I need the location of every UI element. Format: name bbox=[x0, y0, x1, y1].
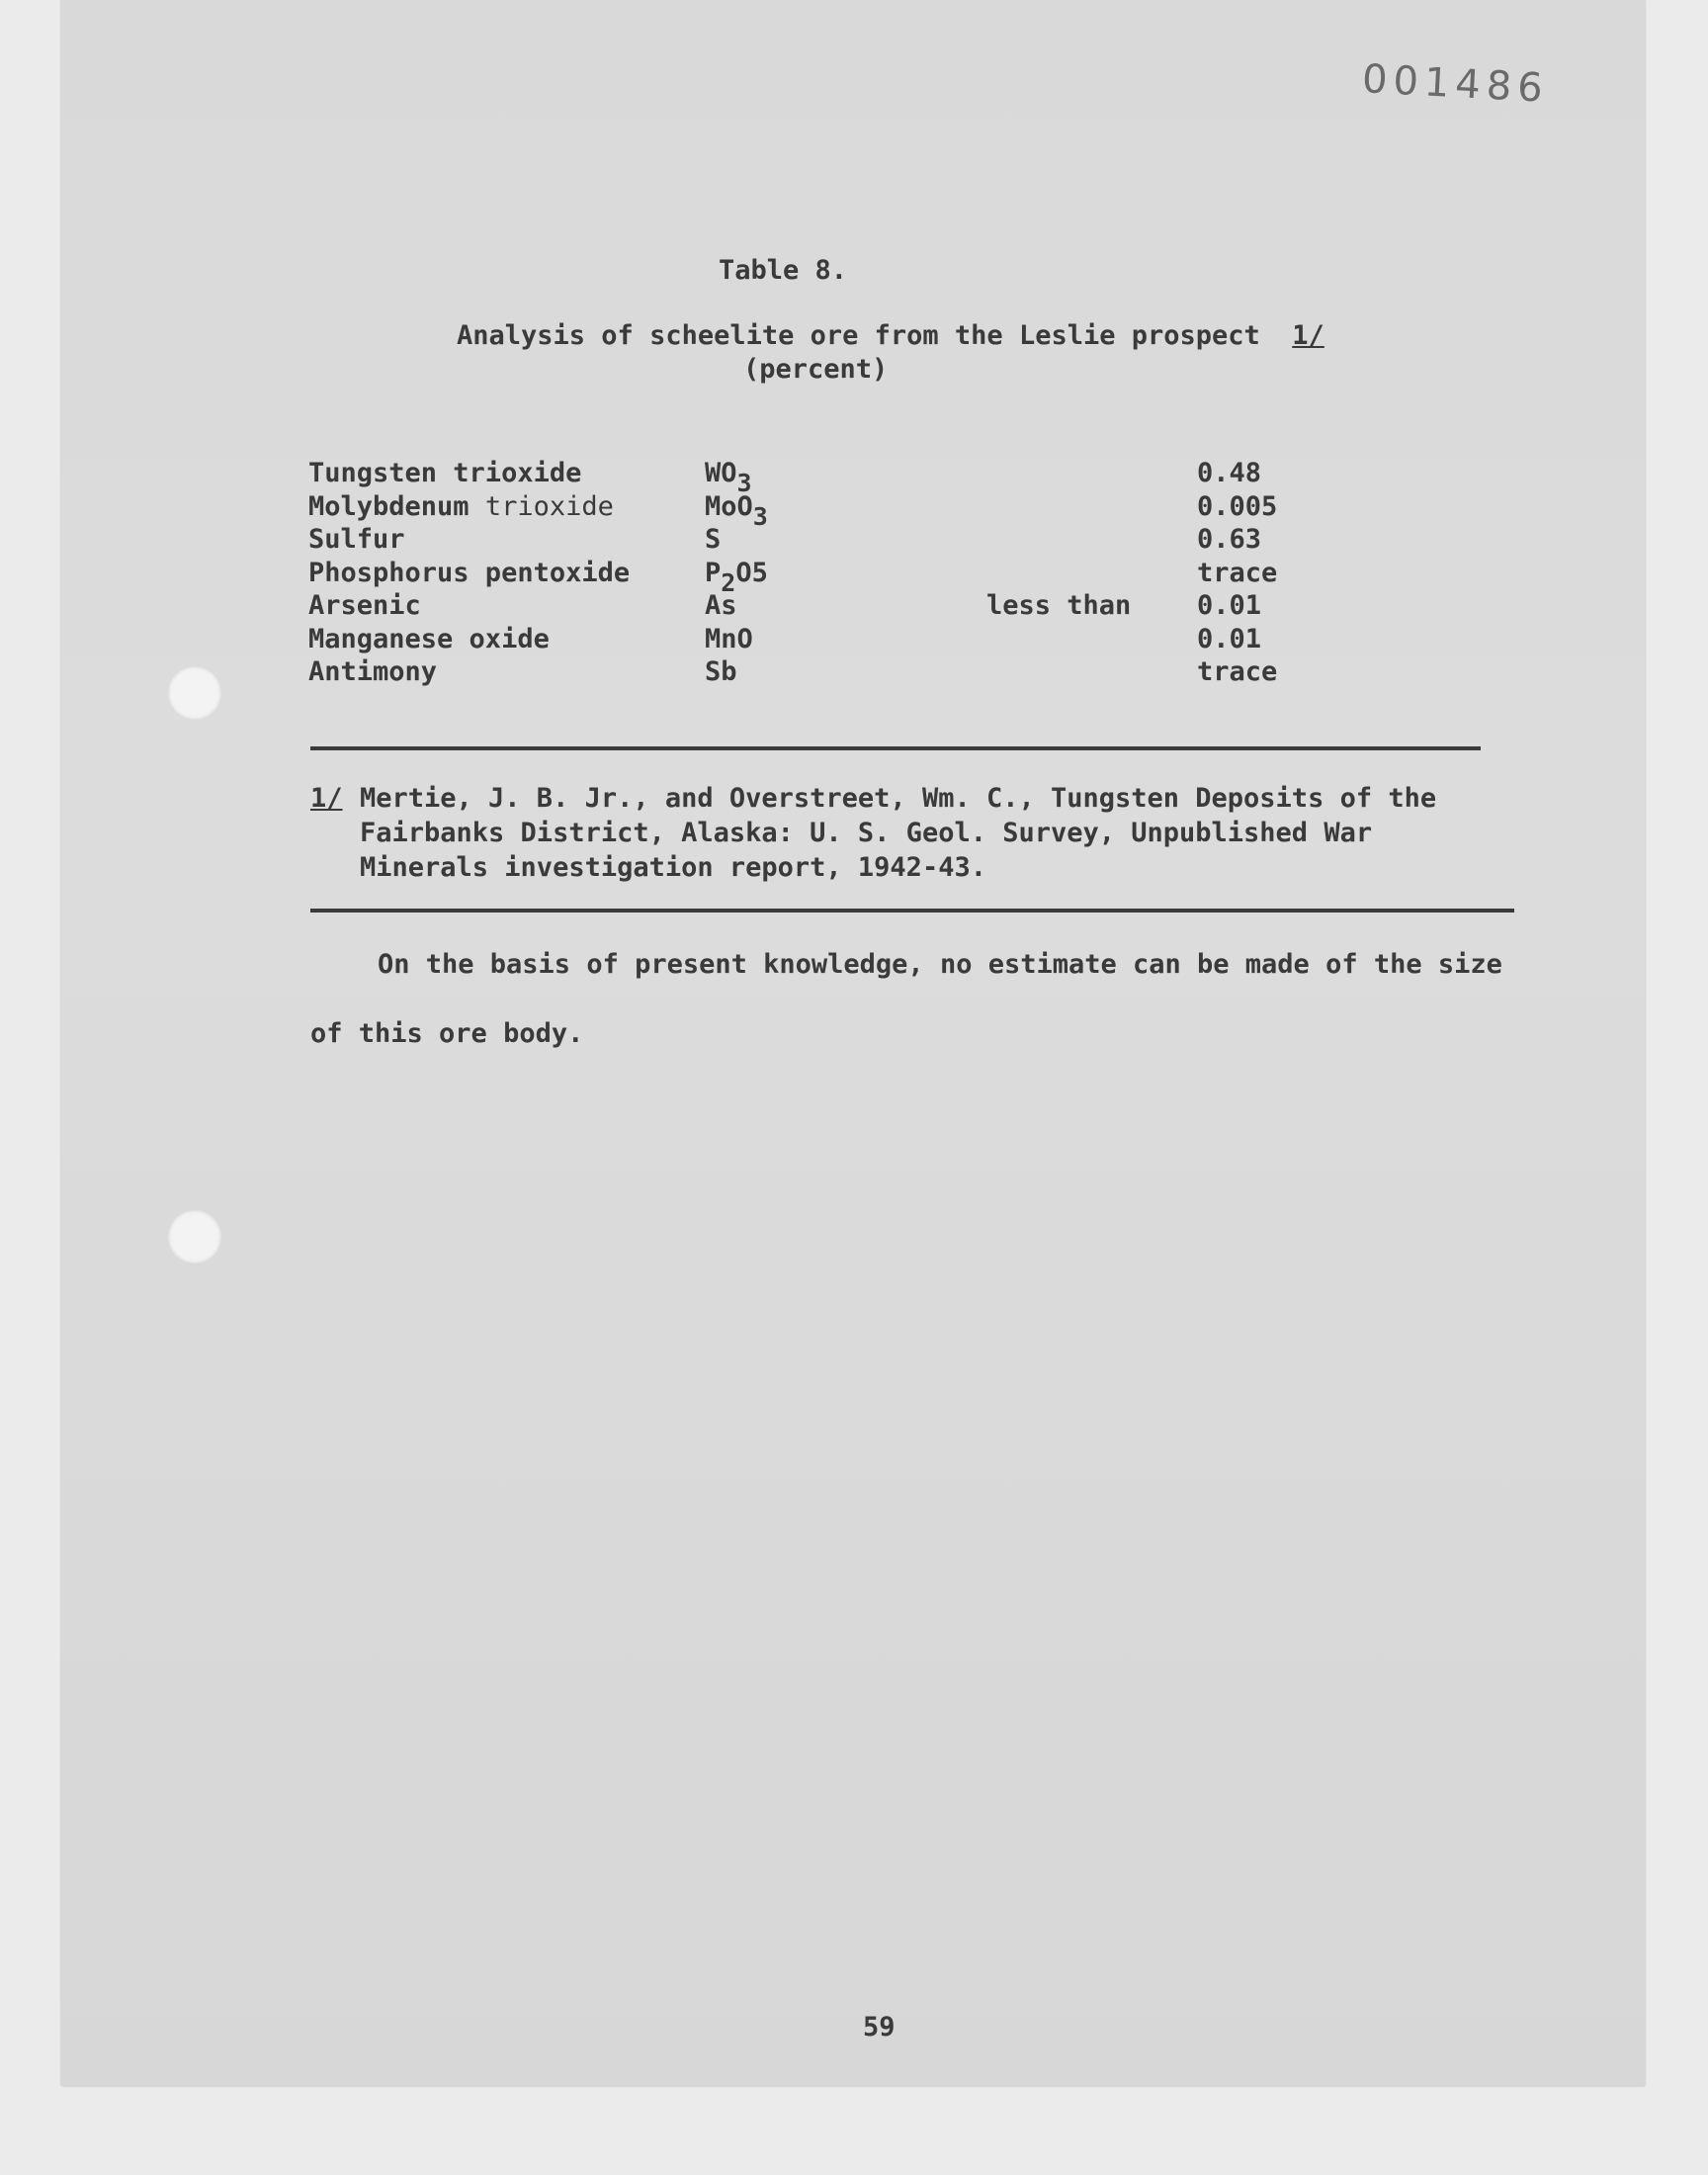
punch-hole bbox=[168, 1210, 221, 1263]
table-divider bbox=[310, 746, 1481, 750]
component-name: Phosphorus pentoxide bbox=[308, 558, 631, 588]
component-name: Tungsten trioxide bbox=[308, 458, 582, 488]
component-formula: Sb bbox=[705, 656, 737, 687]
component-value: 0.01 bbox=[1197, 624, 1262, 654]
table-title-footnote-marker: 1/ bbox=[1292, 320, 1324, 351]
component-formula: $WO_3$ bbox=[705, 458, 752, 497]
table-unit: (percent) bbox=[743, 354, 889, 385]
component-formula: As bbox=[705, 590, 737, 621]
component-formula: S bbox=[705, 524, 722, 555]
punch-hole bbox=[168, 666, 221, 720]
footnote-line: Mertie, J. B. Jr., and Overstreet, Wm. C., Tungsten Deposits of the bbox=[360, 783, 1437, 814]
table-title-text: Analysis of scheelite ore from the Leslie prospect bbox=[457, 320, 1260, 351]
footnote-marker: 1/ bbox=[310, 783, 343, 814]
component-value: trace bbox=[1197, 558, 1278, 588]
component-formula: MoO$_3$ bbox=[705, 491, 768, 531]
component-name: Molybdenum trioxide bbox=[308, 491, 614, 522]
component-value: 0.63 bbox=[1197, 524, 1262, 555]
footnote-text bbox=[360, 781, 1436, 885]
document-page bbox=[61, 0, 1645, 2086]
value-qualifier: less than bbox=[986, 590, 1132, 621]
table-row bbox=[308, 458, 1297, 497]
archive-number-stamp: 001486 bbox=[1360, 56, 1550, 112]
component-name: Arsenic bbox=[308, 590, 421, 621]
table-row bbox=[308, 558, 1297, 597]
component-value: trace bbox=[1197, 656, 1278, 687]
component-formula: $P_2O5$ bbox=[705, 558, 768, 597]
page-number: 59 bbox=[863, 2012, 896, 2043]
table-row bbox=[308, 491, 1297, 531]
table-row bbox=[308, 590, 1297, 624]
table-label: Table 8. bbox=[719, 255, 848, 286]
component-name: Antimony bbox=[308, 656, 438, 687]
table-title bbox=[457, 320, 1324, 351]
body-paragraph-line: On the basis of present knowledge, no estimate can be made of the size bbox=[378, 949, 1502, 980]
footnote-line: Fairbanks District, Alaska: U. S. Geol. Survey, Unpublished War bbox=[360, 818, 1373, 848]
component-value: 0.48 bbox=[1197, 458, 1262, 488]
table-row bbox=[308, 524, 1297, 558]
footnote-divider bbox=[310, 909, 1514, 913]
footnote-line: Minerals investigation report, 1942-43. bbox=[360, 852, 986, 883]
component-name: Manganese oxide bbox=[308, 624, 550, 654]
table-row bbox=[308, 656, 1297, 690]
component-value: 0.005 bbox=[1197, 491, 1278, 522]
table-row bbox=[308, 624, 1297, 657]
component-name: Sulfur bbox=[308, 524, 405, 555]
component-value: 0.01 bbox=[1197, 590, 1262, 621]
body-paragraph-line: of this ore body. bbox=[310, 1018, 584, 1049]
component-formula: MnO bbox=[705, 624, 753, 654]
